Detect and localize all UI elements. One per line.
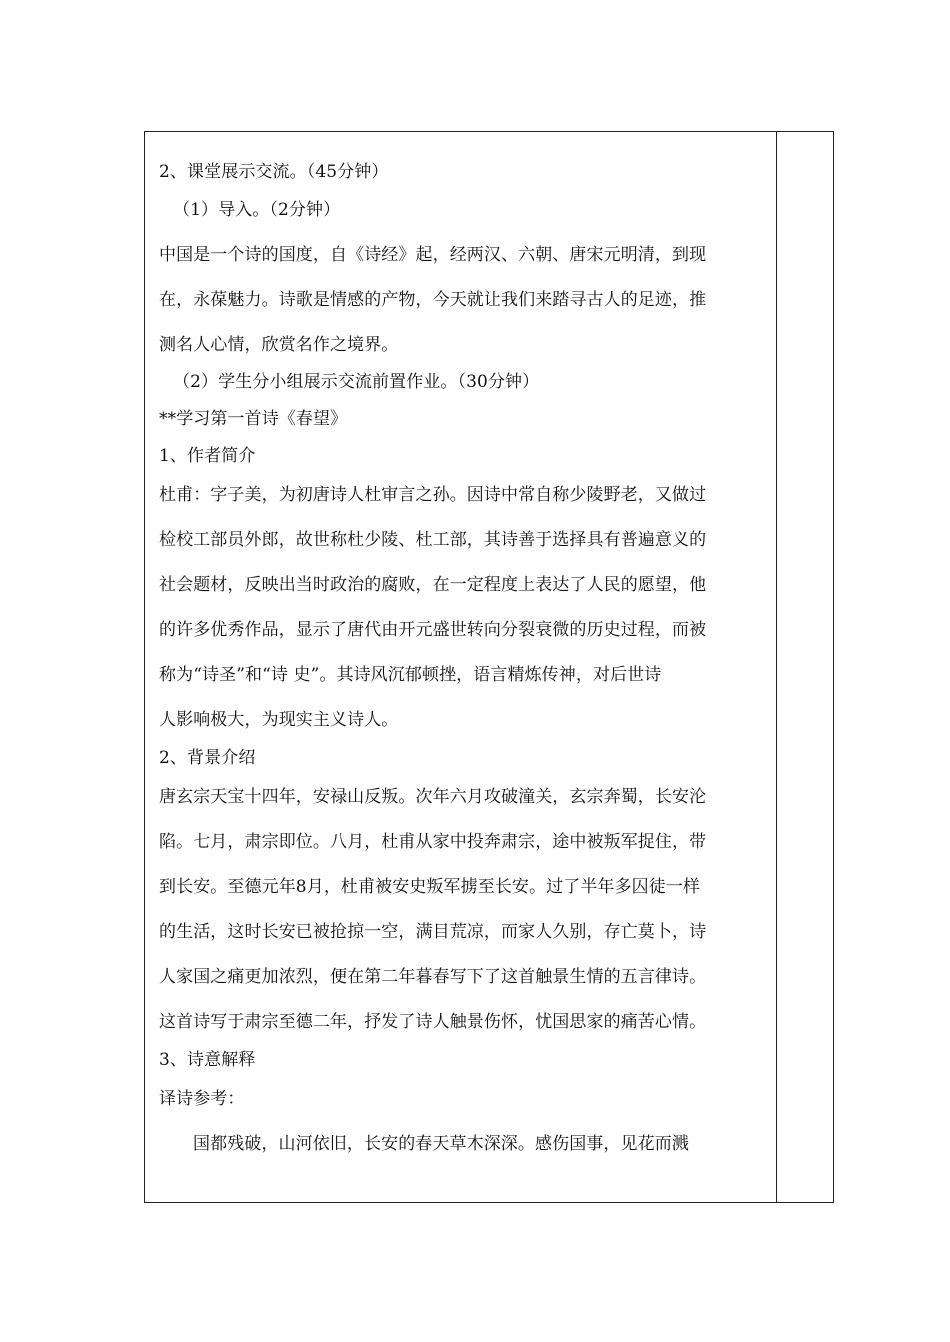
text-line: **学习第一首诗《春望》 — [159, 409, 348, 429]
text-line: 社会题材，反映出当时政治的腐败，在一定程度上表达了人民的愿望，他 — [159, 575, 707, 595]
text-line: 检校工部员外郎，故世称杜少陵、杜工部，其诗善于选择具有普遍意义的 — [159, 530, 707, 550]
text-line: 测名人心情，欣赏名作之境界。 — [159, 335, 399, 355]
text-line: 国都残破，山河依旧，长安的春天草木深深。感伤国事，见花而溅 — [193, 1134, 689, 1154]
text-line: 在，永葆魅力。诗歌是情感的产物，今天就让我们来踏寻古人的足迹，推 — [159, 290, 707, 310]
text-line: 到长安。至德元年8月，杜甫被安史叛军掳至长安。过了半年多囚徒一样 — [159, 877, 701, 897]
text-line: （2）学生分小组展示交流前置作业。（30分钟） — [173, 372, 540, 392]
text-line: 2、背景介绍 — [159, 748, 256, 768]
text-line: 人影响极大，为现实主义诗人。 — [159, 710, 399, 730]
text-line: 2、课堂展示交流。（45分钟） — [159, 162, 389, 182]
text-line: 人家国之痛更加浓烈，便在第二年暮春写下了这首触景生情的五言律诗。 — [159, 967, 707, 987]
text-line: 译诗参考： — [159, 1089, 245, 1109]
content-cell — [159, 162, 771, 1154]
text-line: 这首诗写于肃宗至德二年，抒发了诗人触景伤怀，忧国思家的痛苦心情。 — [159, 1012, 707, 1032]
text-line: 中国是一个诗的国度，自《诗经》起，经两汉、六朝、唐宋元明清，到现 — [159, 245, 707, 265]
text-line: （1）导入。（2分钟） — [173, 200, 341, 220]
text-line: 3、诗意解释 — [159, 1050, 256, 1070]
text-line: 的生活，这时长安已被抢掠一空，满目荒凉，而家人久别，存亡莫卜，诗 — [159, 922, 707, 942]
text-line: 称为“诗圣”和“诗 史”。其诗风沉郁顿挫，语言精炼传神，对后世诗 — [159, 665, 662, 685]
table-column-divider — [776, 132, 777, 1202]
text-line: 杜甫：字子美，为初唐诗人杜审言之孙。因诗中常自称少陵野老，又做过 — [159, 485, 707, 505]
document-table — [144, 131, 834, 1203]
text-line: 1、作者简介 — [159, 446, 256, 466]
text-line: 陷。七月，肃宗即位。八月，杜甫从家中投奔肃宗，途中被叛军捉住，带 — [159, 832, 707, 852]
text-line: 的许多优秀作品，显示了唐代由开元盛世转向分裂衰微的历史过程，而被 — [159, 620, 707, 640]
text-line: 唐玄宗天宝十四年，安禄山反叛。次年六月攻破潼关，玄宗奔蜀，长安沦 — [159, 787, 707, 807]
